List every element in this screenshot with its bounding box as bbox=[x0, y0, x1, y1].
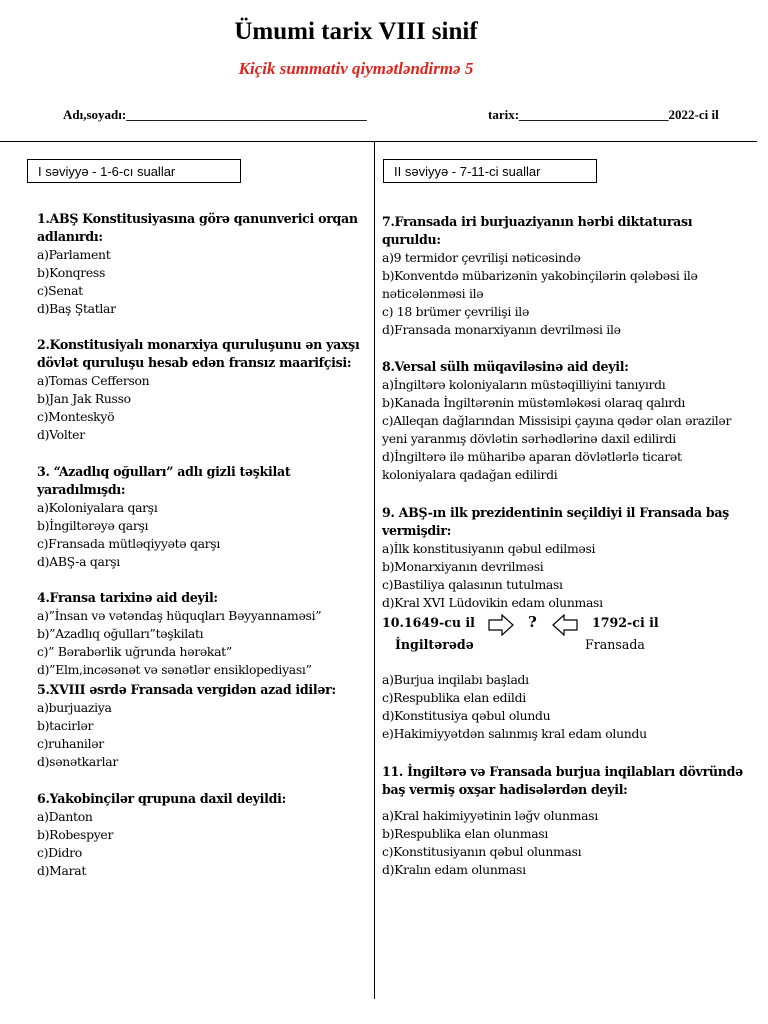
option: d)ABŞ-a qarşı bbox=[37, 554, 120, 569]
question-1 bbox=[37, 210, 369, 318]
q10-right-country: Fransada bbox=[585, 637, 645, 652]
q10-right-year: 1792-ci il bbox=[592, 615, 659, 630]
option: b)Kanada İngiltərənin müstəmləkəsi olaraq qalırdı bbox=[382, 395, 686, 410]
option: b)Konqress bbox=[37, 265, 106, 280]
question-text: 2.Konstitusiyalı monarxiya quruluşunu ən yaxşı dövlət quruluşu hesab edən fransız maarifçisi: bbox=[37, 337, 360, 370]
option: b)Monarxiyanın devrilməsi bbox=[382, 559, 544, 574]
right-column-lower bbox=[382, 671, 754, 879]
question-6 bbox=[37, 790, 369, 880]
option: d)Kralın edam olunması bbox=[382, 862, 526, 877]
option: a)Tomas Cefferson bbox=[37, 373, 150, 388]
option: d)Volter bbox=[37, 427, 85, 442]
question-text: 5.XVIII əsrdə Fransada vergidən azad idilər: bbox=[37, 682, 336, 697]
option: d)Konstitusiya qəbul olundu bbox=[382, 708, 551, 723]
option: b)İngiltərəyə qarşı bbox=[37, 518, 149, 533]
left-column bbox=[37, 210, 369, 880]
option: d)İngiltərə ilə müharibə aparan dövlətlərlə ticarət koloniyalara qadağan edilirdi bbox=[382, 449, 682, 482]
question-text: 8.Versal sülh müqaviləsinə aid deyil: bbox=[382, 359, 629, 374]
option: d)Kral XVI Lüdovikin edam olunması bbox=[382, 595, 603, 610]
option: c)Monteskyö bbox=[37, 409, 115, 424]
option: d)sənətkarlar bbox=[37, 754, 118, 769]
option: c)” Bərabərlik uğrunda hərəkat” bbox=[37, 644, 232, 659]
option: c)Fransada mütləqiyyətə qarşı bbox=[37, 536, 221, 551]
question-text: 6.Yakobinçilər qrupuna daxil deyildi: bbox=[37, 791, 286, 806]
option: e)Hakimiyyətdən salınmış kral edam olundu bbox=[382, 726, 647, 741]
option: b)tacirlər bbox=[37, 718, 94, 733]
question-text: 3. “Azadlıq oğulları” adlı gizli təşkilat yaradılmışdı: bbox=[37, 464, 291, 497]
option: a)Kral hakimiyyətinin ləğv olunması bbox=[382, 808, 598, 823]
name-field-line: Adı,soyadı:_____________________________________ bbox=[63, 107, 367, 122]
option: a)İngiltərə koloniyaların müstəqilliyini tanıyırdı bbox=[382, 377, 666, 392]
question-5 bbox=[37, 681, 369, 771]
option: c)ruhanilər bbox=[37, 736, 104, 751]
option: d)Baş Ştatlar bbox=[37, 301, 116, 316]
question-4 bbox=[37, 589, 369, 679]
question-text: 4.Fransa tarixinə aid deyil: bbox=[37, 590, 218, 605]
option: a)Danton bbox=[37, 809, 93, 824]
q10-left-year: 10.1649-cu il bbox=[382, 615, 475, 630]
question-10-options bbox=[382, 671, 754, 743]
option: b)Jan Jak Russo bbox=[37, 391, 131, 406]
outline-arrow-right-icon bbox=[488, 614, 514, 639]
question-11 bbox=[382, 763, 754, 879]
option: a)Parlament bbox=[37, 247, 111, 262]
q10-question-mark: ? bbox=[528, 613, 537, 631]
q10-left-country: İngiltərədə bbox=[395, 637, 474, 652]
option: d)Marat bbox=[37, 863, 87, 878]
outline-arrow-left-icon bbox=[552, 614, 578, 639]
option: a)Koloniyalara qarşı bbox=[37, 500, 158, 515]
question-8 bbox=[382, 358, 754, 484]
option: a)Burjua inqilabı başladı bbox=[382, 672, 529, 687]
page-title: Ümumi tarix VIII sinif bbox=[234, 18, 478, 45]
option: c) 18 brümer çevrilişi ilə bbox=[382, 304, 529, 319]
option: c)Senat bbox=[37, 283, 83, 298]
header-divider bbox=[0, 141, 757, 142]
right-column bbox=[382, 213, 754, 612]
option: d)Fransada monarxiyanın devrilməsi ilə bbox=[382, 322, 621, 337]
question-9 bbox=[382, 504, 754, 612]
option: c)Didro bbox=[37, 845, 82, 860]
option: c)Konstitusiyanın qəbul olunması bbox=[382, 844, 582, 859]
question-text: 11. İngiltərə və Fransada burjua inqilabları dövründə baş vermiş oxşar hadisələrdən deyil: bbox=[382, 764, 743, 797]
date-field-line: tarix:_______________________2022-ci il bbox=[488, 107, 719, 122]
column-divider bbox=[374, 141, 375, 999]
option: a)9 termidor çevrilişi nəticəsində bbox=[382, 250, 581, 265]
question-text: 7.Fransada iri burjuaziyanın hərbi diktaturası quruldu: bbox=[382, 214, 693, 247]
question-3 bbox=[37, 463, 369, 571]
option: b)Respublika elan olunması bbox=[382, 826, 549, 841]
option: b)Konventdə mübarizənin yakobinçilərin qələbəsi ilə nəticələnməsi ilə bbox=[382, 268, 698, 301]
option: b)Robespyer bbox=[37, 827, 114, 842]
question-7 bbox=[382, 213, 754, 339]
option: a)İlk konstitusiyanın qəbul edilməsi bbox=[382, 541, 596, 556]
question-text: 1.ABŞ Konstitusiyasına görə qanunverici orqan adlanırdı: bbox=[37, 211, 358, 244]
option: c)Respublika elan edildi bbox=[382, 690, 526, 705]
level-2-box: II səviyyə - 7-11-ci suallar bbox=[383, 159, 597, 183]
question-2 bbox=[37, 336, 369, 444]
option: a)”İnsan və vətəndaş hüquqları Bəyyannaməsi” bbox=[37, 608, 322, 623]
question-text: 9. ABŞ-ın ilk prezidentinin seçildiyi il Fransada baş vermişdir: bbox=[382, 505, 729, 538]
option: a)burjuaziya bbox=[37, 700, 112, 715]
option: c)Alleqan dağlarından Missisipi çayına qədər olan ərazilər yeni yaranmış dövlətin sərhədlərinə daxil edilirdi bbox=[382, 413, 732, 446]
option: c)Bastiliya qalasının tutulması bbox=[382, 577, 563, 592]
page-subtitle: Kiçik summativ qiymətləndirmə 5 bbox=[238, 59, 474, 78]
question-10-header bbox=[382, 615, 742, 659]
option: b)”Azadlıq oğulları”təşkilatı bbox=[37, 626, 204, 641]
level-1-box: I səviyyə - 1-6-cı suallar bbox=[27, 159, 241, 183]
option: d)”Elm,incəsənət və sənətlər ensiklopediyası” bbox=[37, 662, 312, 677]
